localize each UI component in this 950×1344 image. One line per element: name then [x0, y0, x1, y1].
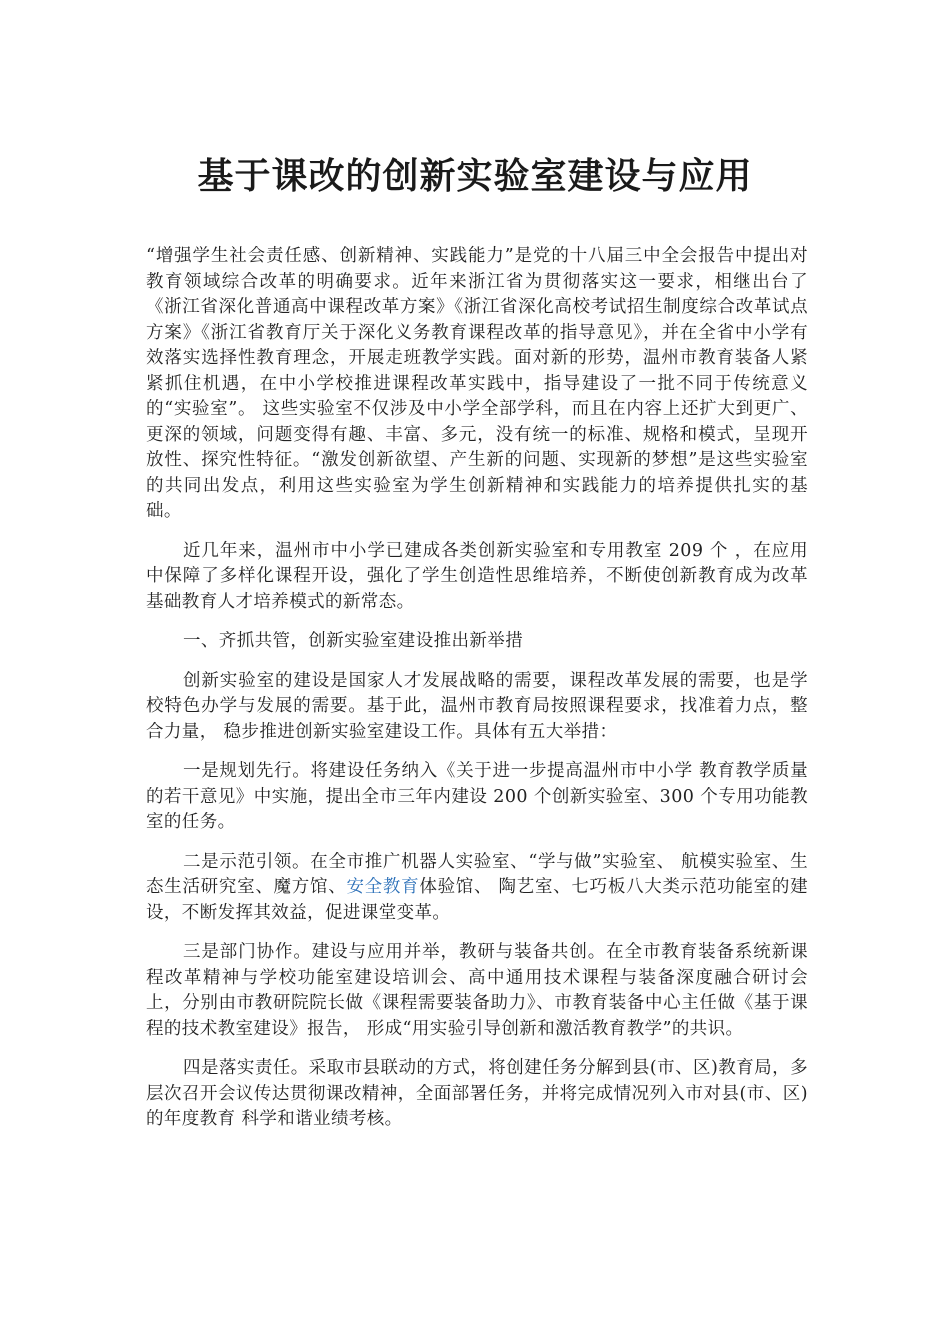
paragraph-text-after-link: 体验馆、 陶艺室、七巧板八大类示范功能室的建设，不断发挥其效益，促进课堂变革。: [146, 877, 808, 923]
document-body: [146, 244, 808, 1147]
paragraph-statistics: 近几年来，温州市中小学已建成各类创新实验室和专用教室 209 个 ，在应用中保障了多样化课程开设，强化了学生创造性思维培养，不断使创新教育成为改革基础教育人才培养模式的新常态。: [146, 540, 808, 612]
safety-education-link[interactable]: 安全教育: [346, 877, 420, 897]
document-title: 基于课改的创新实验室建设与应用: [197, 155, 753, 197]
paragraph-intro: “增强学生社会责任感、创新精神、实践能力”是党的十八届三中全会报告中提出对教育领域综合改革的明确要求。近年来浙江省为贯彻落实这一要求，相继出台了《浙江省深化普通高中课程改革方案》《浙江省深化高校考试招生制度综合改革试点方案》《浙江省教育厅关于深化义务教育课程改革的指导意见》，并在全省中小学有效落实选择性教育理念，开展走班教学实践。面对新的形势，温州市教育装备人紧紧抓住机遇，在中小学校推进课程改革实践中，指导建设了一批不同于传统意义的“实验室”。 这些实验室不仅涉及中小学全部学科，而且在内容上还扩大到更广、更深的领域，问题变得有趣、丰富、多元，没有统一的标准、规格和模式，呈现开放性、探究性特征。“激发创新欲望、产生新的问题、实现新的梦想”是这些实验室的共同出发点，利用这些实验室为学生创新精神和实践能力的培养提供扎实的基础。: [146, 246, 808, 521]
paragraph-measures-intro: 创新实验室的建设是国家人才发展战略的需要，课程改革发展的需要，也是学校特色办学与发展的需要。基于此，温州市教育局按照课程要求，找准着力点，整合力量， 稳步推进创新实验室建设工作。具体有五大举措：: [146, 670, 808, 742]
paragraph-measure-demonstration: [146, 850, 808, 927]
paragraph-measure-responsibility: 四是落实责任。采取市县联动的方式，将创建任务分解到县(市、区)教育局，多层次召开会议传达贯彻课改精神，全面部署任务，并将完成情况列入市对县(市、区)的年度教育 科学和谐业绩考核。: [146, 1058, 808, 1129]
paragraph-measure-planning: 一是规划先行。将建设任务纳入《关于进一步提高温州市中小学 教育教学质量的若干意见》中实施，提出全市三年内建设 200 个创新实验室、300 个专用功能教室的任务。: [146, 761, 808, 832]
paragraph-measure-cooperation: 三是部门协作。建设与应用并举，教研与装备共创。在全市教育装备系统新课程改革精神与学校功能室建设培训会、高中通用技术课程与装备深度融合研讨会上，分别由市教研院院长做《课程需要装备助力》、市教育装备中心主任做《基于课程的技术教室建设》报告， 形成“用实验引导创新和激活教育教学”的共识。: [146, 942, 808, 1039]
paragraph-text-before-link: 二是示范引领。在全市推广机器人实验室、“学与做”实验室、 航模实验室、生态生活研究室、魔方馆、: [146, 851, 808, 897]
section-heading-1: 一、齐抓共管，创新实验室建设推出新举措: [183, 631, 524, 651]
